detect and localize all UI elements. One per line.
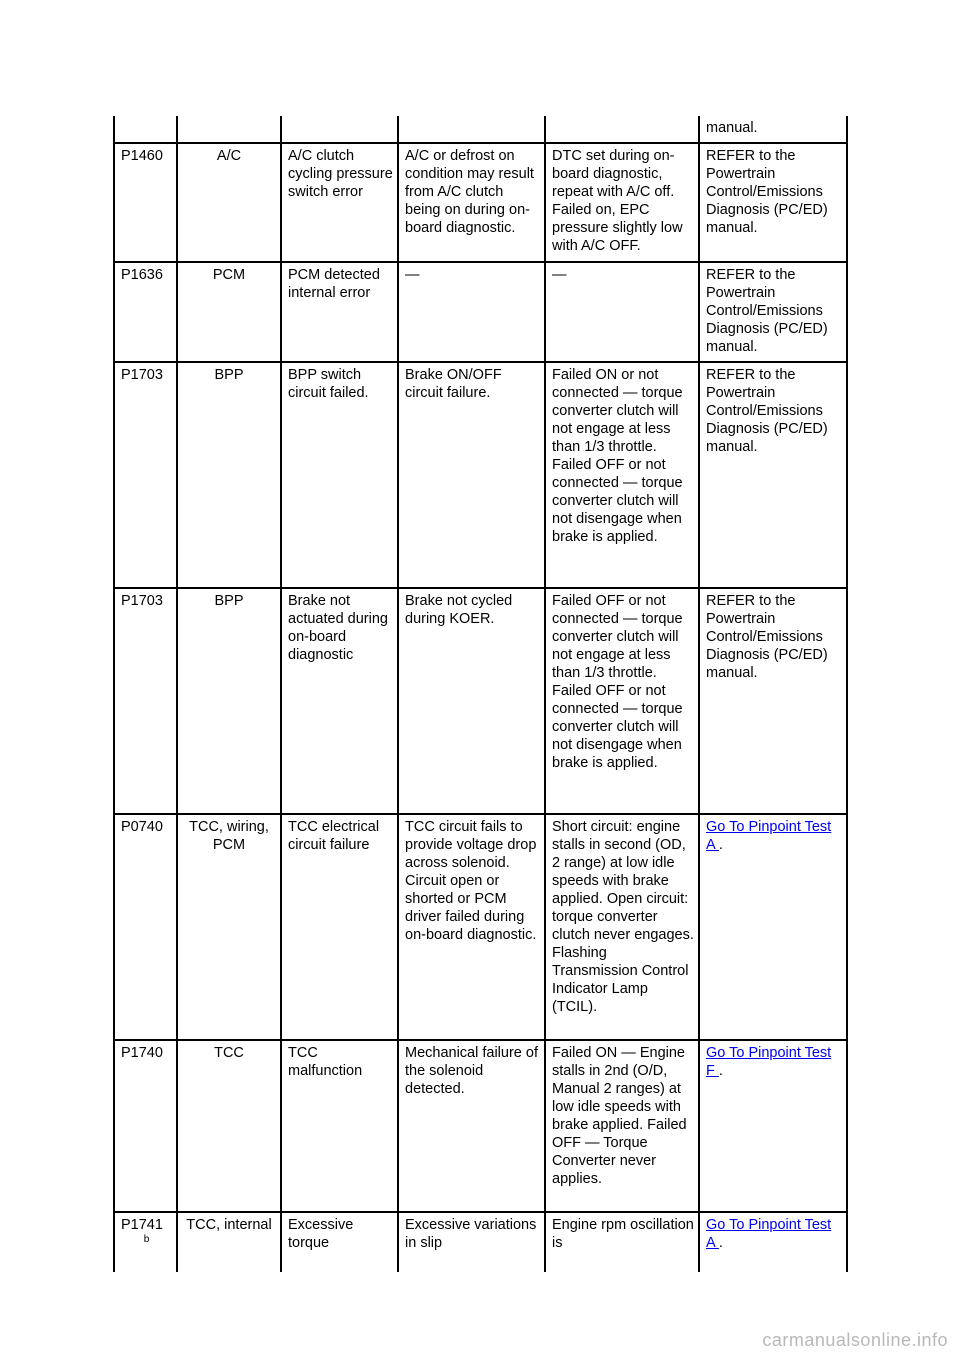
symptom-cell: DTC set during on-board diagnostic, repeat with A/C off. Failed on, EPC pressure slightly low with A/C OFF. — [545, 143, 699, 262]
footnote-marker: b — [143, 1234, 150, 1245]
symptom-cell: Engine rpm oscillation is — [545, 1212, 699, 1272]
description-cell: BPP switch circuit failed. — [281, 362, 398, 588]
source-cell: BPP — [177, 362, 281, 588]
table-row — [114, 262, 847, 362]
source-cell: BPP — [177, 588, 281, 814]
table-row — [114, 1040, 847, 1212]
description-cell: PCM detected internal error — [281, 262, 398, 362]
code-cell: P1636 — [114, 262, 177, 362]
symptom-cell: Short circuit: engine stalls in second (OD, 2 range) at low idle speeds with brake applied. Open circuit: torque converter clutch never engages. Flashing Transmission Control Indicator Lamp (TCIL). — [545, 814, 699, 1040]
symptom-cell: — — [545, 262, 699, 362]
condition-cell: Brake not cycled during KOER. — [398, 588, 545, 814]
description-cell — [281, 116, 398, 143]
source-cell: A/C — [177, 143, 281, 262]
code-cell — [114, 116, 177, 143]
table-row — [114, 1212, 847, 1272]
code-cell — [114, 1212, 177, 1272]
condition-cell: — — [398, 262, 545, 362]
action-cell: manual. — [699, 116, 847, 143]
source-cell — [177, 116, 281, 143]
condition-cell — [398, 116, 545, 143]
code-cell: P1703 — [114, 588, 177, 814]
pinpoint-test-link[interactable]: Go To Pinpoint Test A — [706, 819, 832, 853]
condition-cell: A/C or defrost on condition may result from A/C clutch being on during on-board diagnostic. — [398, 143, 545, 262]
link-suffix: . — [718, 1063, 723, 1079]
symptom-cell: Failed ON or not connected — torque converter clutch will not engage at less than 1/3 throttle. Failed OFF or not connected — torque converter clutch will not disengage when brake is applied. — [545, 362, 699, 588]
source-cell: TCC — [177, 1040, 281, 1212]
link-suffix: . — [718, 837, 723, 853]
description-cell: A/C clutch cycling pressure switch error — [281, 143, 398, 262]
action-cell — [699, 814, 847, 1040]
description-cell: TCC electrical circuit failure — [281, 814, 398, 1040]
table-row — [114, 588, 847, 814]
watermark: carmanualsonline.info — [762, 1330, 948, 1350]
pinpoint-test-link[interactable]: Go To Pinpoint Test A — [706, 1217, 832, 1251]
code-cell: P1460 — [114, 143, 177, 262]
table-row — [114, 814, 847, 1040]
code-cell: P0740 — [114, 814, 177, 1040]
dtc-code: P1741 — [121, 1217, 163, 1233]
code-cell: P1703 — [114, 362, 177, 588]
description-cell: Excessive torque — [281, 1212, 398, 1272]
symptom-cell: Failed ON — Engine stalls in 2nd (O/D, Manual 2 ranges) at low idle speeds with brake applied. Failed OFF — Torque Converter never applies. — [545, 1040, 699, 1212]
symptom-cell — [545, 116, 699, 143]
source-cell: TCC, internal — [177, 1212, 281, 1272]
dtc-table — [113, 116, 848, 1272]
source-cell: TCC, wiring, PCM — [177, 814, 281, 1040]
code-cell: P1740 — [114, 1040, 177, 1212]
action-cell: REFER to the Powertrain Control/Emissions Diagnosis (PC/ED) manual. — [699, 362, 847, 588]
condition-cell: Brake ON/OFF circuit failure. — [398, 362, 545, 588]
description-cell: Brake not actuated during on-board diagnostic — [281, 588, 398, 814]
action-cell: REFER to the Powertrain Control/Emissions Diagnosis (PC/ED) manual. — [699, 262, 847, 362]
pinpoint-test-link[interactable]: Go To Pinpoint Test F — [706, 1045, 832, 1079]
condition-cell: Mechanical failure of the solenoid detected. — [398, 1040, 545, 1212]
action-cell — [699, 1212, 847, 1272]
description-cell: TCC malfunction — [281, 1040, 398, 1212]
table-row — [114, 116, 847, 143]
source-cell: PCM — [177, 262, 281, 362]
condition-cell: Excessive variations in slip — [398, 1212, 545, 1272]
table-row — [114, 143, 847, 262]
symptom-cell: Failed OFF or not connected — torque converter clutch will not engage at less than 1/3 throttle. Failed OFF or not connected — torque converter clutch will not disengage when brake is applied. — [545, 588, 699, 814]
condition-cell: TCC circuit fails to provide voltage drop across solenoid. Circuit open or shorted or PCM driver failed during on-board diagnostic. — [398, 814, 545, 1040]
action-cell — [699, 1040, 847, 1212]
link-suffix: . — [718, 1235, 723, 1251]
table-row — [114, 362, 847, 588]
action-cell: REFER to the Powertrain Control/Emissions Diagnosis (PC/ED) manual. — [699, 143, 847, 262]
action-cell: REFER to the Powertrain Control/Emissions Diagnosis (PC/ED) manual. — [699, 588, 847, 814]
